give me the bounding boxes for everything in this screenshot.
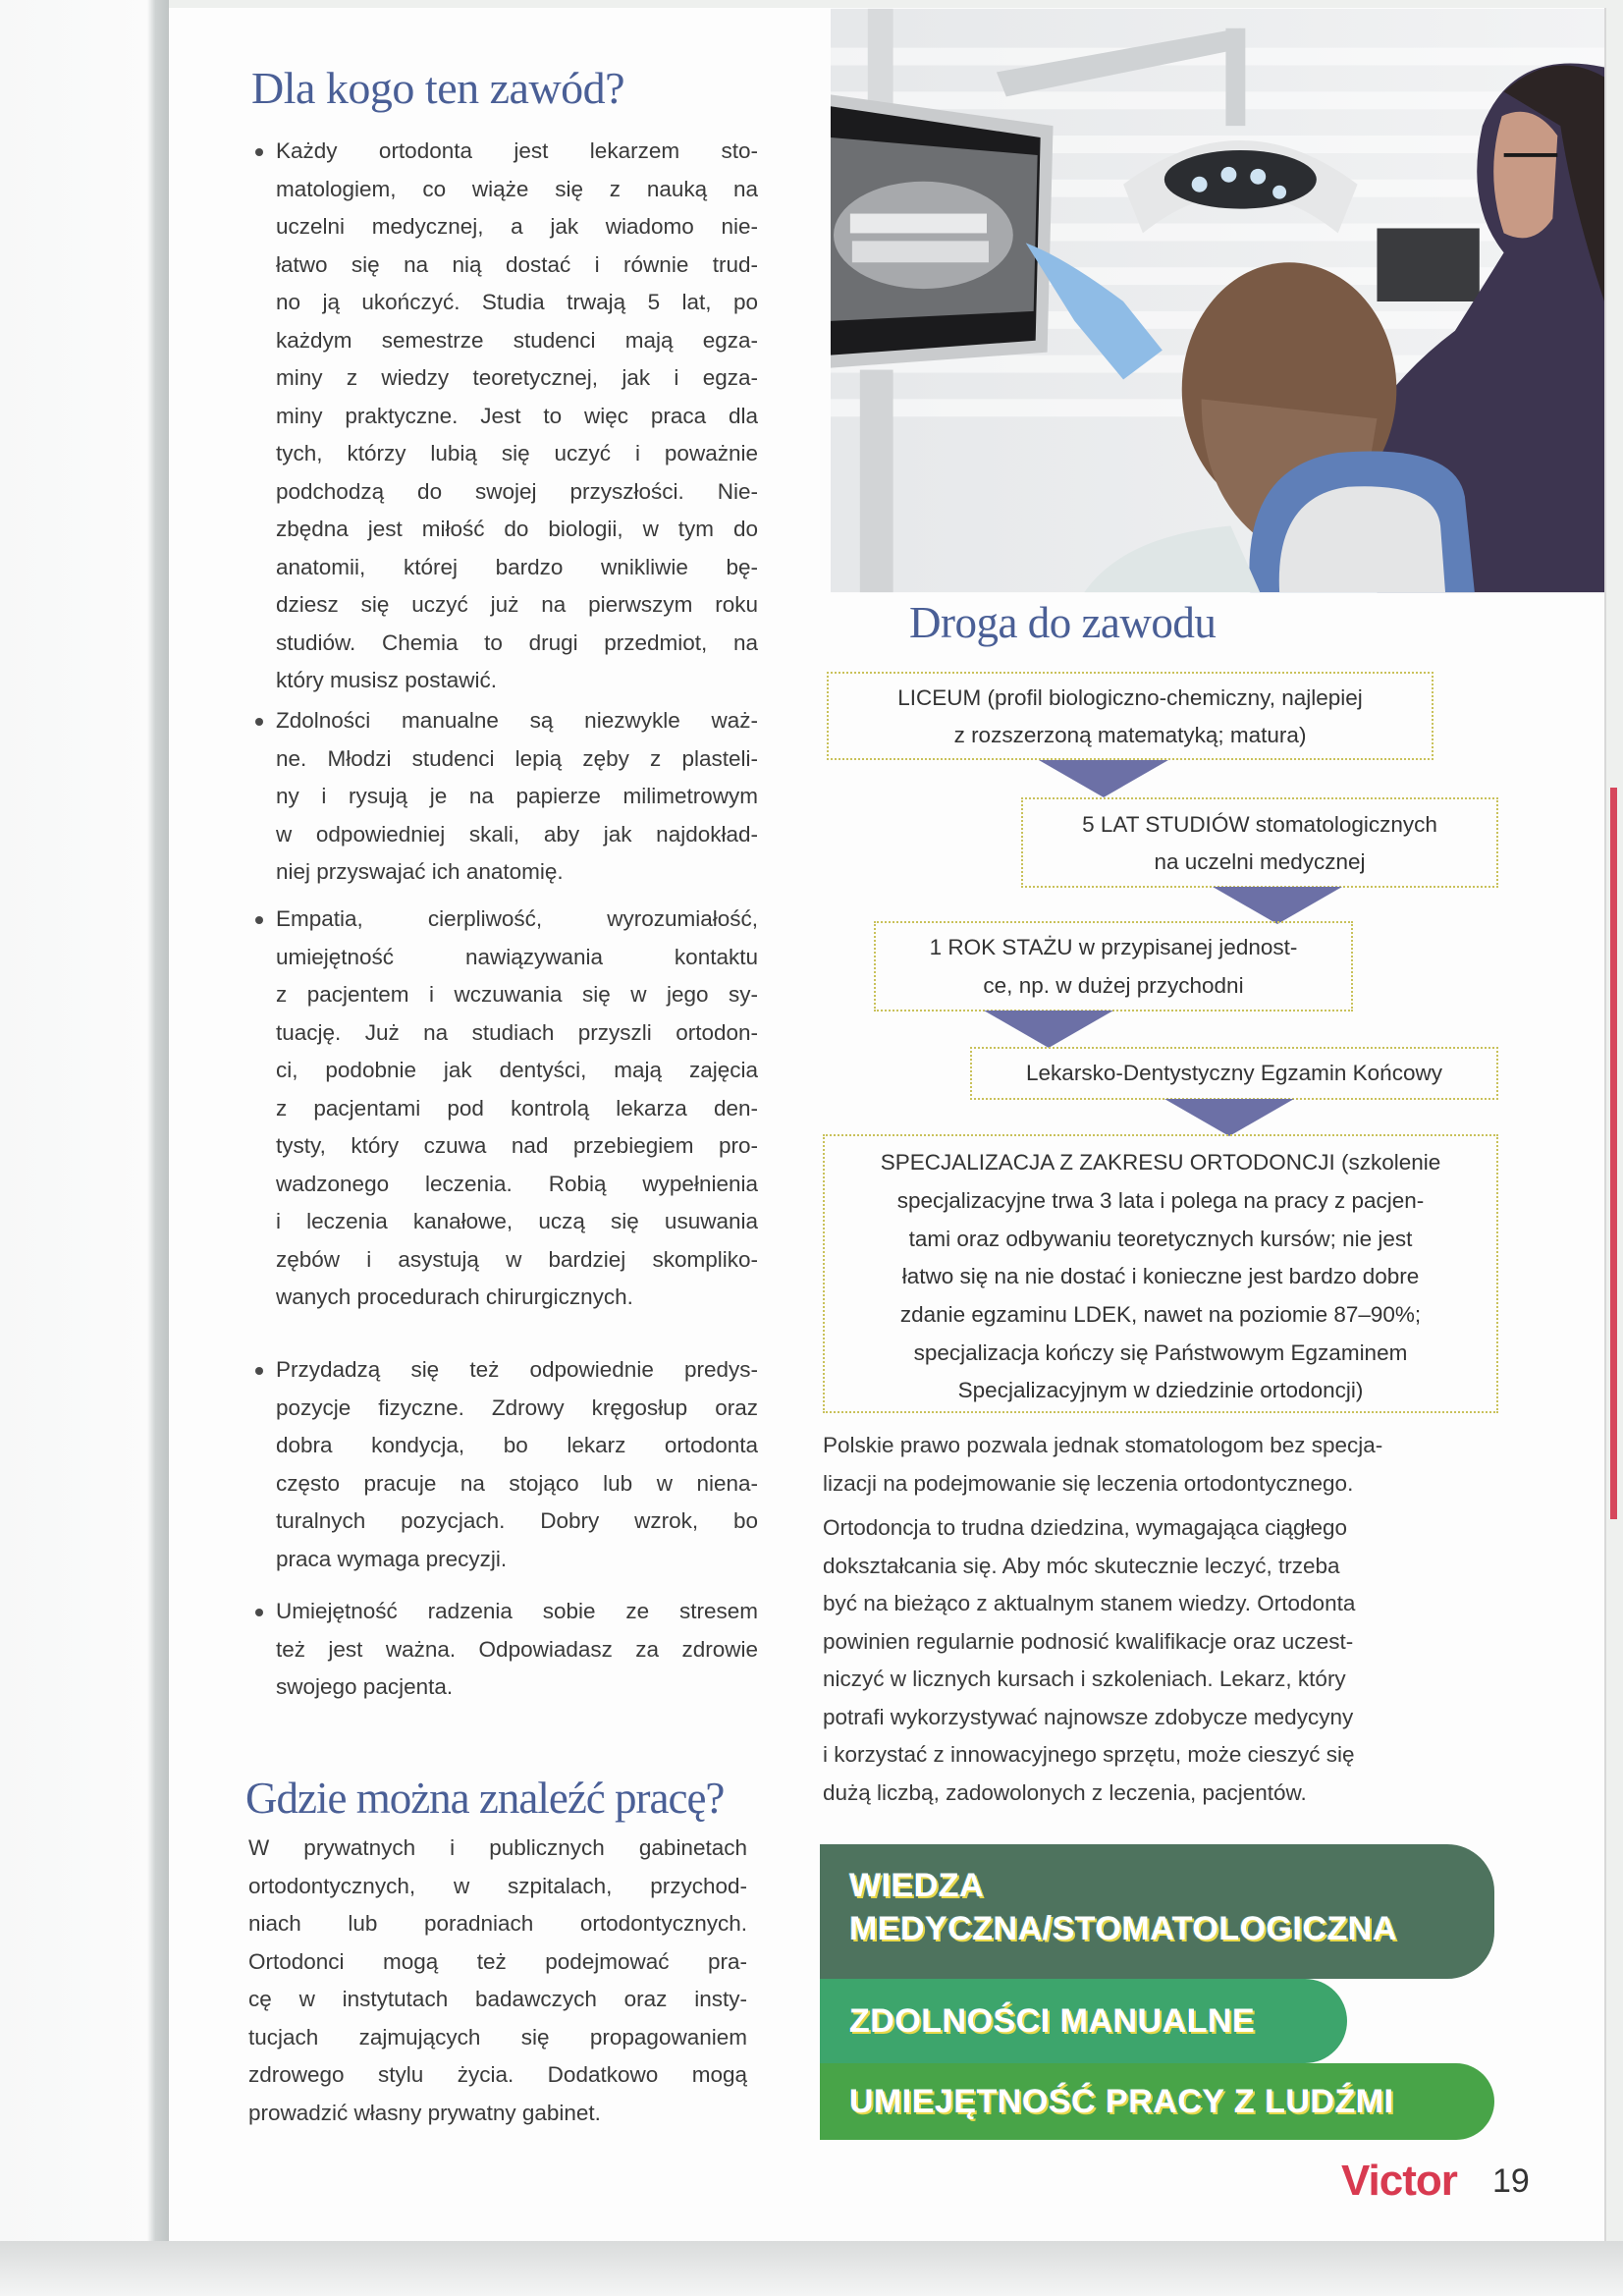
scan-left-margin bbox=[0, 0, 169, 2296]
bullet-text-line: tuację. Już na studiach przyszli ortodon- bbox=[276, 1019, 758, 1045]
bullet-text-line: który musisz postawić. bbox=[276, 668, 498, 692]
page-number: 19 bbox=[1492, 2162, 1530, 2200]
step-line: na uczelni medycznej bbox=[1154, 849, 1366, 874]
bullet-dot-icon bbox=[255, 718, 263, 726]
paragraph-line: Polskie prawo pozwala jednak stomatologom bez specja- bbox=[823, 1433, 1383, 1457]
paragraph-line: niczyć w licznych kursach i szkoleniach. Lekarz, który bbox=[823, 1667, 1346, 1691]
monitor-pole bbox=[868, 9, 893, 106]
paragraph-line: ortodontycznych, w szpitalach, przychod- bbox=[248, 1873, 747, 1898]
paragraph-line: lizacji na podejmowanie się leczenia ortodontycznego. bbox=[823, 1470, 1354, 1496]
bullet-text-line: ny i rysują je na papierze milimetrowym bbox=[276, 784, 758, 808]
step-line: specjalizacyjne trwa 3 lata i polega na pracy z pacjen- bbox=[896, 1188, 1425, 1213]
bullet-dot-icon bbox=[255, 1367, 263, 1375]
skill-line: ZDOLNOŚCI MANUALNE bbox=[849, 2002, 1256, 2040]
bullet-text-line: umiejętność nawiązywania kontaktu bbox=[276, 944, 758, 969]
bullet-text-line: tysty, który czuwa nad przebiegiem pro- bbox=[276, 1133, 758, 1158]
bullet-text-line: dziesz się uczyć już na pierwszym roku bbox=[276, 592, 758, 617]
arrow-down-icon bbox=[1213, 887, 1342, 924]
skill-line: UMIEJĘTNOŚĆ PRACY Z LUDŹMI bbox=[849, 2083, 1394, 2120]
bullet-text-line: z pacjentami pod kontrolą lekarza den- bbox=[276, 1095, 758, 1121]
bullet-text-line: też jest ważna. Odpowiadasz za zdrowie bbox=[276, 1636, 758, 1662]
step-internship bbox=[874, 921, 1353, 1011]
step-line: ce, np. w dużej przychodni bbox=[983, 973, 1244, 998]
skill-line: MEDYCZNA/STOMATOLOGICZNA bbox=[849, 1910, 1397, 1947]
bullet-text-line: ne. Młodzi studenci lepią zęby z plasteli- bbox=[276, 745, 758, 771]
page-edge-line bbox=[1604, 8, 1606, 2241]
bullet-text-line: łatwo się na nią dostać i równie trud- bbox=[276, 251, 758, 277]
paragraph-line: dokształcania się. Aby móc skutecznie leczyć, trzeba bbox=[823, 1553, 1340, 1578]
dentist-xray-photo-icon bbox=[831, 7, 1604, 594]
bullet-dot-icon bbox=[255, 916, 263, 924]
arrow-down-icon bbox=[1164, 1099, 1294, 1136]
bullet-text-line: turalnych pozycjach. Dobry wzrok, bo bbox=[276, 1508, 758, 1533]
bullet-text-line: z pacjentem i wczuwania się w jego sy- bbox=[276, 982, 758, 1007]
paragraph-line: tucjach zajmujących się propagowaniem bbox=[248, 2024, 747, 2050]
paragraph-line: zdrowego stylu życia. Dodatkowo mogą bbox=[248, 2062, 747, 2087]
bullet-text-line: zębów i asystują w bardziej skompliko- bbox=[276, 1246, 758, 1272]
dentist-photo bbox=[831, 7, 1604, 594]
step-line: tami oraz odbywaniu teoretycznych kursów; nie jest bbox=[908, 1227, 1413, 1251]
bullet-text-line: no ją ukończyć. Studia trwają 5 lat, po bbox=[276, 290, 758, 314]
paragraph-line: i korzystać z innowacyjnego sprzętu, może cieszyć się bbox=[823, 1742, 1355, 1767]
bullet-text-line: praca wymaga precyzji. bbox=[276, 1546, 508, 1571]
paragraph-line: cę w instytutach badawczych oraz insty- bbox=[248, 1987, 747, 2011]
arrow-down-icon bbox=[1039, 760, 1168, 797]
paragraph-line: niach lub poradniach ortodontycznych. bbox=[248, 1911, 747, 1936]
bullet-dot-icon bbox=[255, 148, 263, 156]
bullet-text-line: podchodzą do swojej przyszłości. Nie- bbox=[276, 478, 758, 504]
step-line: z rozszerzoną matematyką; matura) bbox=[953, 723, 1307, 747]
heading-where-work: Gdzie można znaleźć pracę? bbox=[245, 1774, 725, 1823]
scan-bottom-shadow bbox=[0, 2241, 1623, 2296]
bullet-text-line: matologiem, co wiąże się z nauką na bbox=[276, 176, 758, 201]
bullet-text-line: Każdy ortodonta jest lekarzem sto- bbox=[276, 138, 758, 163]
bullet-text-line: tych, którzy lubią się uczyć i poważnie bbox=[276, 441, 758, 465]
background-xray bbox=[1377, 228, 1479, 301]
step-specialization bbox=[823, 1134, 1498, 1413]
step-line: Specjalizacyjnym w dziedzinie ortodoncji) bbox=[957, 1378, 1364, 1402]
bullet-text-line: pozycje fizyczne. Zdrowy kręgosłup oraz bbox=[276, 1394, 758, 1420]
bullet-text-line: Empatia, cierpliwość, wyrozumiałość, bbox=[276, 906, 758, 931]
skill-medical-knowledge bbox=[820, 1844, 1494, 1979]
bullet-text-line: miny z wiedzy teoretycznej, jak i egza- bbox=[276, 365, 758, 390]
arrow-down-icon bbox=[984, 1011, 1113, 1048]
bullet-text-line: i leczenia kanałowe, uczą się usuwania bbox=[276, 1209, 758, 1233]
step-line: zdanie egzaminu LDEK, nawet na poziomie 87–90%; bbox=[899, 1302, 1422, 1327]
bullet-text-line: zbędna jest miłość do biologii, w tym do bbox=[276, 517, 758, 541]
paragraph-line: W prywatnych i publicznych gabinetach bbox=[248, 1835, 747, 1860]
bullet-text-line: wadzonego leczenia. Robią wypełnienia bbox=[276, 1171, 758, 1196]
step-line: 5 LAT STUDIÓW stomatologicznych bbox=[1082, 812, 1437, 837]
paragraph-line: prowadzić własny prywatny gabinet. bbox=[248, 2100, 601, 2125]
paragraph-line: być na bieżąco z aktualnym stanem wiedzy. Ortodonta bbox=[823, 1591, 1356, 1615]
xray-monitor bbox=[831, 94, 1054, 367]
step-line: łatwo się na nie dostać i konieczne jest bardzo dobre bbox=[901, 1264, 1420, 1288]
step-line: 1 ROK STAŻU w przypisanej jednost- bbox=[929, 935, 1298, 959]
paragraph-line: Ortodonci mogą też podejmować pra- bbox=[248, 1948, 747, 1974]
bullet-text-line: niej przyswajać ich anatomię. bbox=[276, 859, 564, 884]
paragraph-line: dużą liczbą, zadowolonych z leczenia, pacjentów. bbox=[823, 1779, 1307, 1805]
step-line: specjalizacja kończy się Państwowym Egzaminem bbox=[913, 1340, 1408, 1365]
bullet-text-line: anatomii, której bardzo wnikliwie bę- bbox=[276, 554, 758, 579]
skill-people bbox=[820, 2063, 1494, 2140]
bullet-text-line: miny praktyczne. Jest to więc praca dla bbox=[276, 403, 758, 428]
bullet-text-line: studiów. Chemia to drugi przedmiot, na bbox=[276, 629, 758, 655]
step-final-exam bbox=[970, 1047, 1498, 1100]
step-line: SPECJALIZACJA Z ZAKRESU ORTODONCJI (szkolenie bbox=[880, 1150, 1441, 1175]
bullet-text-line: Przydadzą się też odpowiednie predys- bbox=[276, 1357, 758, 1382]
bullet-text-line: uczelni medycznej, a jak wiadomo nie- bbox=[276, 214, 758, 239]
heading-career-path: Droga do zawodu bbox=[909, 598, 1217, 647]
step-line: Lekarsko-Dentystyczny Egzamin Końcowy bbox=[1026, 1061, 1442, 1085]
heading-who-for: Dla kogo ten zawód? bbox=[251, 63, 625, 113]
step-liceum bbox=[827, 672, 1434, 760]
bullet-dot-icon bbox=[255, 1609, 263, 1616]
paragraph-line: powinien regularnie podnosić kwalifikacje oraz uczest- bbox=[823, 1628, 1354, 1654]
bullet-text-line: wanych procedurach chirurgicznych. bbox=[276, 1285, 633, 1309]
paragraph-line: Ortodoncja to trudna dziedzina, wymagająca ciągłego bbox=[823, 1515, 1348, 1540]
bullet-text-line: Umiejętność radzenia sobie ze stresem bbox=[276, 1599, 758, 1623]
paragraph-line: potrafi wykorzystywać najnowsze zdobycze medycyny bbox=[823, 1704, 1354, 1729]
side-red-stripe bbox=[1610, 788, 1617, 1519]
bullet-text-line: często pracuje na stojąco lub w niena- bbox=[276, 1470, 758, 1496]
bullet-text-line: swojego pacjenta. bbox=[276, 1674, 454, 1699]
bullet-text-line: każdym semestrze studenci mają egza- bbox=[276, 327, 758, 353]
skill-manual bbox=[820, 1979, 1347, 2063]
bullet-text-line: dobra kondycja, bo lekarz ortodonta bbox=[276, 1433, 758, 1457]
step-studies bbox=[1021, 797, 1498, 888]
skill-line: WIEDZA bbox=[849, 1867, 985, 1904]
step-line: LICEUM (profil biologiczno-chemiczny, najlepiej bbox=[897, 685, 1363, 710]
monitor-stand bbox=[860, 370, 893, 593]
bullet-text-line: Zdolności manualne są niezwykle waż- bbox=[276, 708, 758, 733]
brand-logo: Victor bbox=[1341, 2157, 1457, 2205]
lamp-arm-vertical bbox=[1225, 28, 1245, 126]
bullet-text-line: ci, podobnie jak dentyści, mają zajęcia bbox=[276, 1058, 758, 1082]
bullet-text-line: w odpowiedniej skali, aby jak najdokład- bbox=[276, 821, 758, 847]
